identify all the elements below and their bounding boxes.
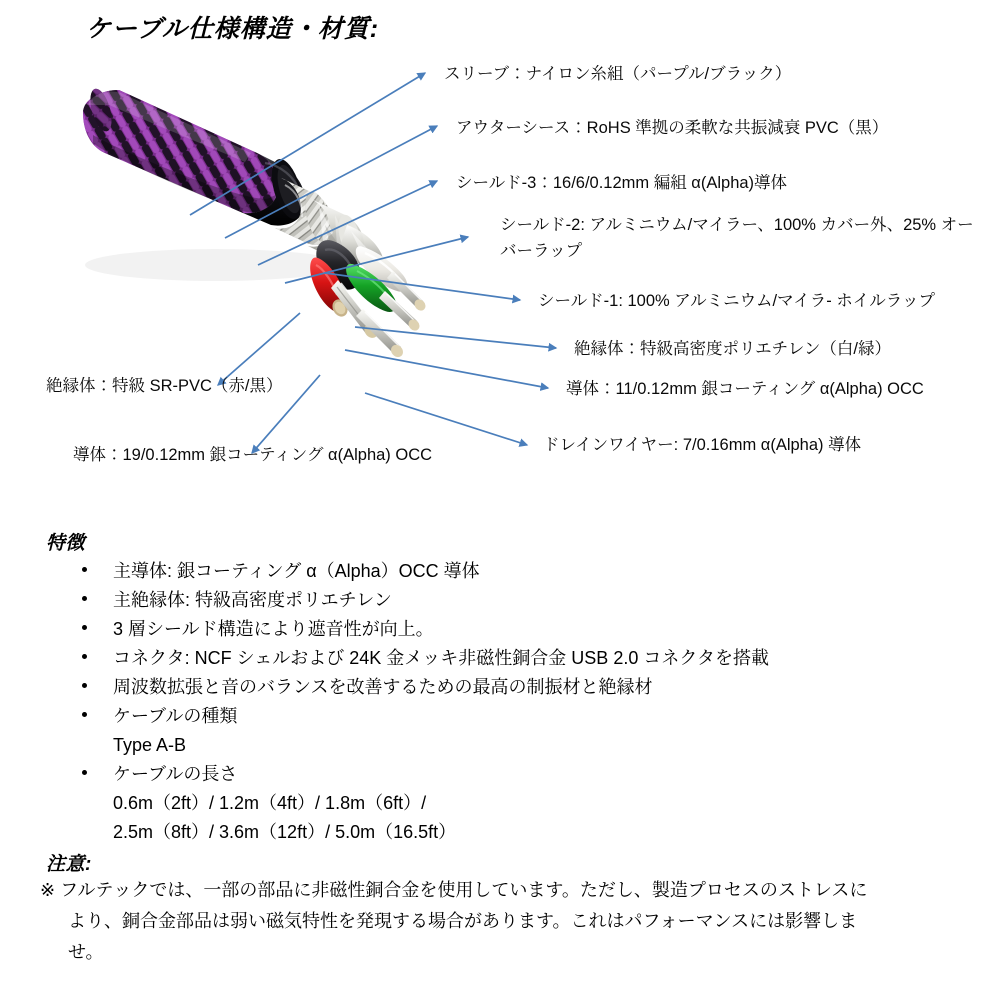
feature-item [0, 760, 1000, 789]
feature-item-label: 3 層シールド構造により遮音性が向上。 [113, 619, 434, 639]
bullet-icon [82, 683, 87, 688]
bullet-icon [82, 567, 87, 572]
callout-sleeve: スリーブ：ナイロン糸組（パープル/ブラック） [444, 65, 792, 83]
bullet-icon [82, 625, 87, 630]
notice-body [40, 875, 980, 968]
feature-item [0, 557, 1000, 586]
callout-shield-1: シールド-1: 100% アルミニウム/マイラ- ホイルラップ [538, 292, 935, 310]
features-list [0, 557, 1000, 847]
bullet-icon [82, 712, 87, 717]
callout-outer-sheath: アウターシース：RoHS 準拠の柔軟な共振減衰 PVC（黒） [456, 119, 889, 137]
feature-sub-item [0, 731, 1000, 760]
callout-insulator-pe: 絶縁体：特級高密度ポリエチレン（白/緑） [574, 340, 892, 358]
feature-sub-label: Type A-B [113, 735, 187, 755]
feature-item-label: コネクタ: NCF シェルおよび 24K 金メッキ非磁性銅合金 USB 2.0 コネクタを搭載 [113, 648, 769, 668]
feature-item-label: 主絶縁体: 特級高密度ポリエチレン [113, 590, 392, 610]
callout-conductor-11: 導体：11/0.12mm 銀コーティング α(Alpha) OCC [566, 380, 924, 398]
features-heading: 特徴 [46, 533, 86, 554]
page-title: ケーブル仕様構造・材質: [86, 15, 380, 43]
feature-item-label: 主導体: 銀コーティング α（Alpha）OCC 導体 [113, 561, 480, 581]
callout-shield-2: シールド-2: アルミニウム/マイラー、100% カバー外、25% オーバーラップ [500, 216, 974, 260]
callout-conductor-19: 導体：19/0.12mm 銀コーティング α(Alpha) OCC [73, 446, 433, 464]
callout-arrows [0, 45, 1000, 485]
callout-shield-3: シールド-3：16/6/0.12mm 編組 α(Alpha)導体 [456, 174, 788, 192]
feature-item-label: 周波数拡張と音のバランスを改善するための最高の制振材と絶縁材 [113, 677, 653, 697]
cable-diagram [0, 45, 1000, 485]
feature-sub-label: 2.5m（8ft）/ 3.6m（12ft）/ 5.0m（16.5ft） [113, 822, 457, 842]
feature-item [0, 702, 1000, 731]
notice-heading: 注意: [46, 854, 92, 875]
feature-item [0, 673, 1000, 702]
notice-line: ※ フルテックでは、一部の部品に非磁性銅合金を使用しています。ただし、製造プロセスのストレスに [40, 880, 868, 900]
feature-item [0, 615, 1000, 644]
feature-item-label: ケーブルの種類 [113, 706, 238, 726]
callout-drain-wire: ドレインワイヤー: 7/0.16mm α(Alpha) 導体 [543, 436, 862, 454]
callout-insulator-srpvc: 絶縁体：特級 SR-PVC（赤/黒） [46, 377, 283, 395]
bullet-icon [82, 596, 87, 601]
notice-line: より、銅合金部品は弱い磁気特性を発現する場合があります。これはパフォーマンスには影響しま [68, 911, 858, 931]
bullet-icon [82, 770, 87, 775]
bullet-icon [82, 654, 87, 659]
feature-sub-item [0, 818, 1000, 847]
feature-item-label: ケーブルの長さ [113, 764, 238, 784]
notice-line: せ。 [68, 942, 104, 962]
feature-item [0, 644, 1000, 673]
feature-sub-item [0, 789, 1000, 818]
feature-sub-label: 0.6m（2ft）/ 1.2m（4ft）/ 1.8m（6ft）/ [113, 793, 427, 813]
feature-item [0, 586, 1000, 615]
